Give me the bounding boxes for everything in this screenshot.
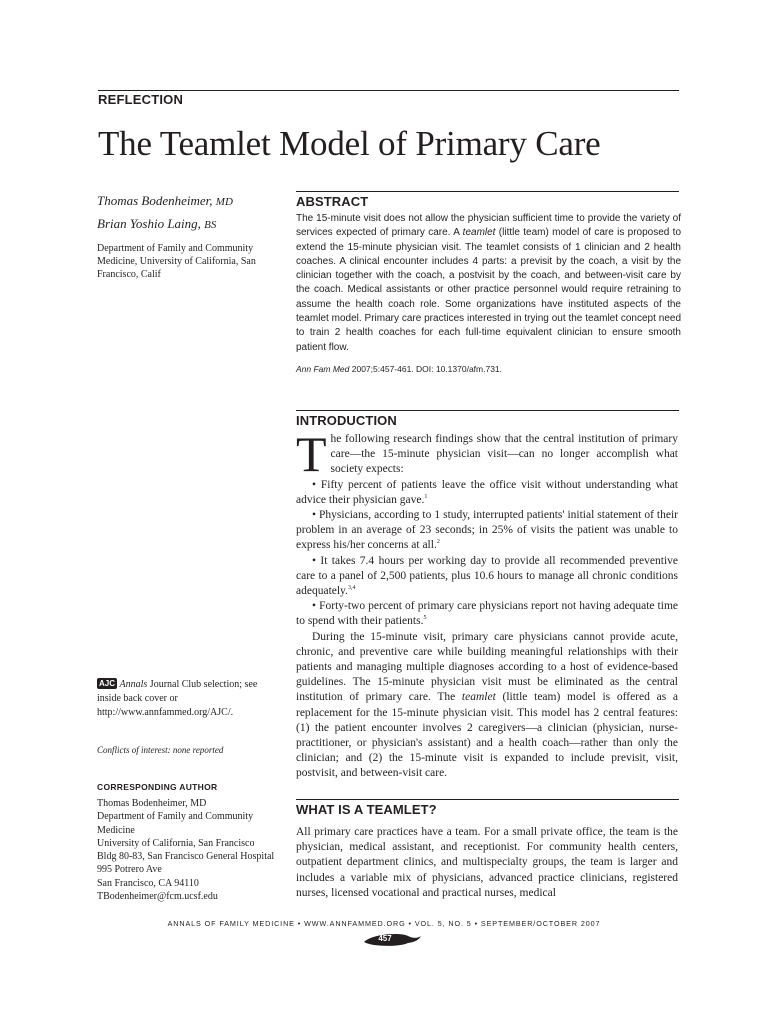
bullet-item: • Forty-two percent of primary care physicians report not having adequate time to spend with their patients.$^5$ xyxy=(296,600,678,628)
abstract-text: The 15-minute visit does not allow the physician sufficient time to provide the variety of services expected of primary care. A teamlet (little team) model of care is proposed to extend the 15-minute physician visit. The teamlet consists of 1 clinician and 2 health coaches. A clinical encounter includes 4 parts: a previsit by the coach, a visit by the clinician together with the coach, a postvisit by the coach, and between-visit care by the coach. Medical assistants or other practice personnel would require retraining to assume the health coach role. Some organizations have instituted aspects of the teamlet model. Primary care practices interested in trying out the teamlet concept need to train 2 health coaches for each full-time equivalent clinician to ensure smooth patient flow. xyxy=(296,213,681,353)
what-is-teamlet-heading: WHAT IS A TEAMLET? xyxy=(296,802,437,817)
page-number: 457 xyxy=(378,934,392,943)
abstract-rule xyxy=(296,191,679,192)
author-1: Thomas Bodenheimer, MD xyxy=(97,193,233,208)
introduction-text: The following research findings show that the central institution of primary care—the 15-minute physician visit—can no longer accomplish what society expects: • Fifty percent of patients leave the office visit without understanding what advice their physician gave.$^1$ • Physicians, according to 1 study, interrupted patients' initial statement of their problem in an average of 23 seconds; in 25% of visits the patient was unable to express his/her concerns at all.$^2$ • It takes 7.4 hours per working day to provide all recommended preventive care to a panel of 2,500 patients, plus 10.6 hours to manage all chronic conditions adequately.$^{3,4}$ • Forty-two percent of primary care physicians report not having adequate time to spend with their patients.$^5$ During the 15-minute visit, primary care physicians cannot provide acute, chronic, and preventive care while building meaningful relationships with their patients and managing multiple diagnoses according to a host of evidence-based guidelines. The 15-minute physician visit must be eliminated as the central institution of primary care. The teamlet (little team) model is offered as a replacement for the 15-minute physician visit. This model has 2 central features: (1) the patient encounter involves 2 caregivers—a clinician (physician, nurse-practitioner, or physician's assistant) and a health coach—rather than only the clinician; and (2) the 15-minute visit is expanded to include previsit, visit, postvisit, and between-visit care. xyxy=(296,426,678,780)
conflicts-note: Conflicts of interest: none reported xyxy=(97,745,224,755)
author-2: Brian Yoshio Laing, BS xyxy=(97,216,217,231)
author-affiliation: Department of Family and Community Medicine, University of California, San Francisco, Calif xyxy=(97,243,256,280)
journal-club-note: AJC Annals Journal Club selection; see inside back cover or http://www.annfammed.org/AJC/. xyxy=(97,679,258,718)
corresponding-email[interactable]: TBodenheimer@fcm.ucsf.edu xyxy=(97,891,218,903)
teamlet-rule xyxy=(296,799,679,800)
author-block xyxy=(97,190,282,281)
bullet-item: • It takes 7.4 hours per working day to provide all recommended preventive care to a panel of 2,500 patients, plus 10.6 hours to manage all chronic conditions adequately.$^{3,4}$ xyxy=(296,554,678,598)
abstract-heading: ABSTRACT xyxy=(296,194,369,209)
corresponding-author-heading: CORRESPONDING AUTHOR xyxy=(97,782,218,792)
corresponding-author-address: Thomas Bodenheimer, MD Department of Family and Community Medicine University of California, San Francisco Bldg 80-83, San Francisco General Hospital 995 Potrero Ave San Francisco, CA 94110 TBodenheimer@fcm.ucsf.edu xyxy=(97,797,287,903)
running-footer: ANNALS OF FAMILY MEDICINE • WWW.ANNFAMMED.ORG • VOL. 5, NO. 5 • SEPTEMBER/OCTOBER 2007 xyxy=(167,919,601,928)
introduction-rule xyxy=(296,410,679,411)
drop-cap: T xyxy=(296,426,327,482)
header-rule xyxy=(98,90,679,91)
what-is-teamlet-text: All primary care practices have a team. For a small private office, the team is the physician, medical assistant, and receptionist. For community health centers, outpatient department clinics, and multispecialty groups, the team is larger and includes a variable mix of physicians, advanced practice clinicians, registered nurses, licensed vocational and practical nurses, medical xyxy=(296,826,678,899)
citation: Ann Fam Med 2007;5:457-461. DOI: 10.1370/afm.731. xyxy=(296,364,503,374)
section-label: REFLECTION xyxy=(98,92,184,107)
article-title: The Teamlet Model of Primary Care xyxy=(98,124,601,163)
introduction-heading: INTRODUCTION xyxy=(296,413,397,428)
bullet-item: • Physicians, according to 1 study, interrupted patients' initial statement of their problem in an average of 23 seconds; in 25% of visits the patient was unable to express his/her concerns at all.$^2$ xyxy=(296,509,678,552)
ajc-badge: AJC xyxy=(99,679,116,688)
bullet-item: • Fifty percent of patients leave the office visit without understanding what advice their physician gave.$^1$ xyxy=(296,478,678,506)
